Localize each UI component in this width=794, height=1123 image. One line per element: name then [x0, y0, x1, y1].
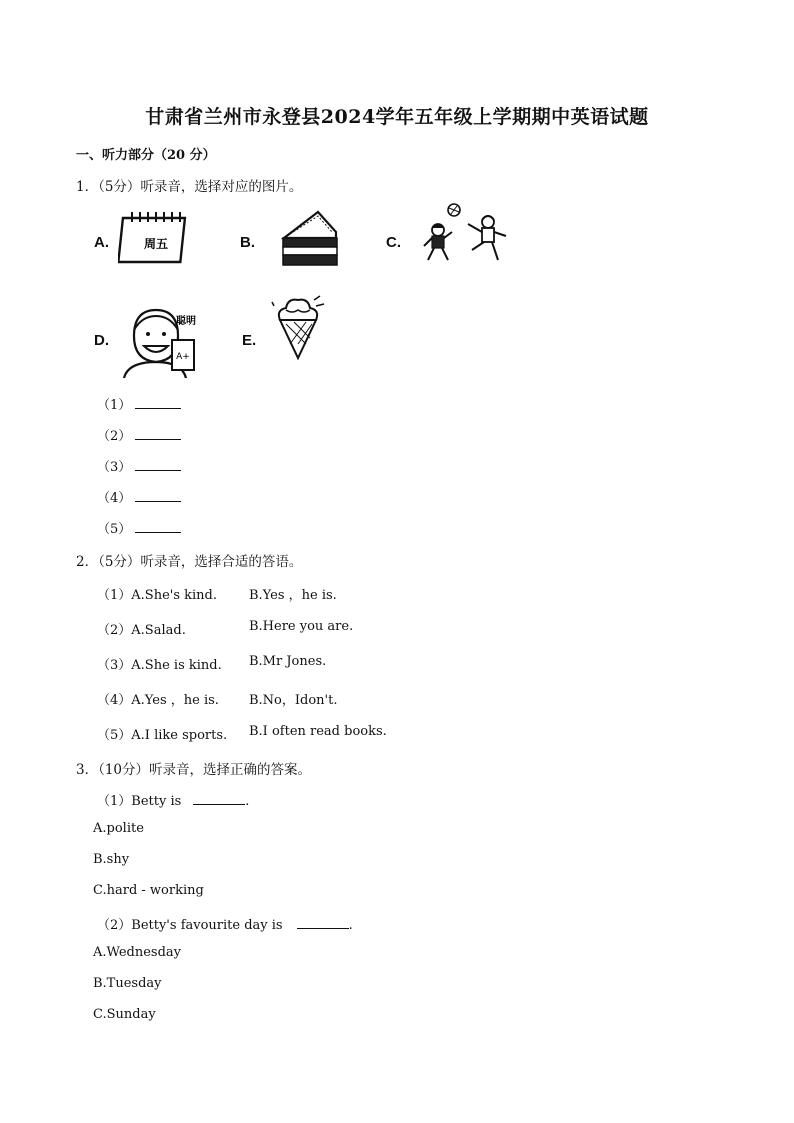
answer-blank[interactable] — [135, 427, 181, 440]
q2-item-2-option-b: B.Here you are. — [249, 619, 354, 634]
answer-blank[interactable] — [135, 489, 181, 502]
option-c-label: C. — [386, 234, 401, 251]
option-a-label: A. — [94, 234, 109, 251]
question-2-stem: 2．（5分）听录音，选择合适的答语。 — [76, 554, 303, 570]
q2-item-5-option-b: B.I often read books. — [249, 724, 387, 739]
question-3-stem: 3．（10分）听录音，选择正确的答案。 — [76, 762, 312, 778]
calendar-text: 周五 — [143, 237, 169, 251]
option-e-label: E. — [242, 332, 257, 349]
q3-sub-2-prompt: （2）Betty's favourite day is . — [97, 918, 353, 933]
q2-item-4: （4）A.Yes ，he is. — [97, 693, 219, 708]
q1-blank-5: （5） — [97, 518, 181, 537]
clever-girl-icon — [120, 306, 200, 380]
answer-blank[interactable] — [297, 916, 349, 929]
q1-blank-1: （1） — [97, 394, 181, 413]
q3-sub-2-choice-c: C.Sunday — [93, 1007, 156, 1022]
card-text: A+ — [176, 352, 190, 362]
q3-sub-1-prompt: （1）Betty is . — [97, 794, 250, 809]
calendar-icon — [118, 208, 190, 264]
ice-cream-icon — [270, 294, 326, 362]
q1-blank-3: （3） — [97, 456, 181, 475]
q2-item-1-option-b: B.Yes ，he is. — [249, 588, 337, 603]
question-1-stem: 1．（5分）听录音，选择对应的图片。 — [76, 179, 303, 195]
q2-item-5: （5）A.I like sports. — [97, 728, 228, 743]
q2-item-3: （3）A.She is kind. — [97, 658, 222, 673]
q2-item-1: （1）A.She's kind. — [97, 588, 218, 603]
answer-blank[interactable] — [193, 792, 245, 805]
option-d-label: D. — [94, 332, 109, 349]
q3-sub-1-choice-b: B.shy — [93, 852, 130, 867]
caption-text: 聪明 — [176, 316, 196, 327]
q2-item-2: （2）A.Salad. — [97, 623, 186, 638]
q3-sub-1-choice-a: A.polite — [93, 821, 144, 836]
answer-blank[interactable] — [135, 396, 181, 409]
q3-sub-1-choice-c: C.hard - working — [93, 883, 204, 898]
q2-item-3-option-b: B.Mr Jones. — [249, 654, 327, 669]
sandwich-icon — [278, 208, 342, 270]
q2-item-4-option-b: B.No，Idon't. — [249, 693, 338, 708]
page-title: 甘肃省兰州市永登县2024学年五年级上学期期中英语试题 — [145, 106, 649, 128]
answer-blank[interactable] — [135, 520, 181, 533]
q3-sub-2-choice-a: A.Wednesday — [93, 945, 181, 960]
section-heading-listening: 一、听力部分（20 分） — [76, 148, 216, 163]
q1-blank-4: （4） — [97, 487, 181, 506]
q3-sub-2-choice-b: B.Tuesday — [93, 976, 162, 991]
kids-playing-ball-icon — [418, 202, 514, 268]
option-b-label: B. — [240, 234, 255, 251]
q1-blank-2: （2） — [97, 425, 181, 444]
answer-blank[interactable] — [135, 458, 181, 471]
